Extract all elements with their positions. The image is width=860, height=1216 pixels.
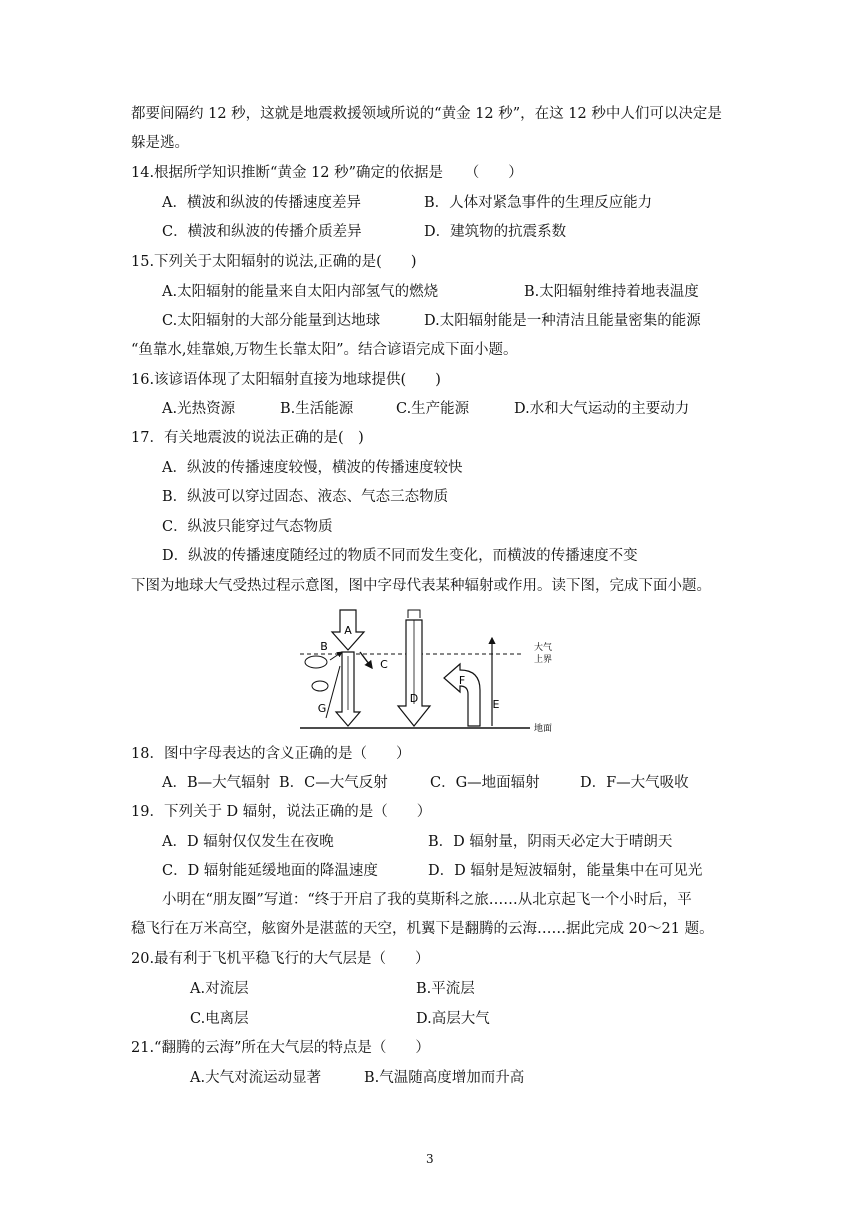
figure-intro: 下图为地球大气受热过程示意图，图中字母代表某种辐射或作用。读下图，完成下面小题。 xyxy=(131,578,711,594)
q17-option-b: B．纵波可以穿过固态、液态、气态三态物质 xyxy=(162,489,449,505)
label-d: D xyxy=(409,692,419,705)
q18-option-c: C．G—地面辐射 xyxy=(430,775,540,791)
q15-stem: 15.下列关于太阳辐射的说法,正确的是( ) xyxy=(131,254,417,270)
label-f: F xyxy=(458,674,466,687)
q19-option-c: C．D 辐射能延缓地面的降温速度 xyxy=(162,863,378,879)
cloud-g xyxy=(312,681,328,691)
q14-option-b: B．人体对紧急事件的生理反应能力 xyxy=(424,195,653,211)
q20-stem: 20.最有利于飞机平稳飞行的大气层是（ ） xyxy=(131,951,430,967)
q18-stem: 18．图中字母表达的含义正确的是（ ） xyxy=(131,746,411,762)
q15-option-b: B.太阳辐射维持着地表温度 xyxy=(524,284,699,300)
proverb-text: “鱼靠水,娃靠娘,万物生长靠太阳”。结合谚语完成下面小题。 xyxy=(131,342,518,358)
ground-label: 地面 xyxy=(534,724,553,734)
q15-option-c: C.太阳辐射的大部分能量到达地球 xyxy=(162,313,381,329)
arrow-g xyxy=(326,666,340,718)
q20-option-c: C.电离层 xyxy=(190,1011,249,1027)
q16-option-d: D.水和大气运动的主要动力 xyxy=(514,401,690,417)
q18-option-b: B．C—大气反射 xyxy=(279,775,388,791)
atmosphere-heating-diagram xyxy=(296,606,566,736)
q16-option-c: C.生产能源 xyxy=(396,401,470,417)
q17-stem: 17．有关地震波的说法正确的是( ) xyxy=(131,430,364,446)
q21-option-a: A.大气对流运动显著 xyxy=(190,1070,322,1086)
q20-option-a: A.对流层 xyxy=(190,981,249,997)
atmosphere-top-label-1: 大气 xyxy=(534,643,553,653)
label-c: C xyxy=(380,658,388,671)
q14-option-c: C．横波和纵波的传播介质差异 xyxy=(162,224,362,240)
q19-stem: 19．下列关于 D 辐射，说法正确的是（ ） xyxy=(131,804,432,820)
q14-stem: 14.根据所学知识推断“黄金 12 秒”确定的依据是 （ ） xyxy=(131,165,523,181)
q17-option-c: C．纵波只能穿过气态物质 xyxy=(162,519,333,535)
q20-option-d: D.高层大气 xyxy=(416,1011,490,1027)
q17-option-d: D．纵波的传播速度随经过的物质不同而发生变化，而横波的传播速度不变 xyxy=(162,548,638,564)
q17-option-a: A．纵波的传播速度较慢，横波的传播速度较快 xyxy=(162,460,463,476)
q16-option-a: A.光热资源 xyxy=(162,401,236,417)
intro-line-1: 都要间隔约 12 秒，这就是地震救援领域所说的“黄金 12 秒”，在这 12 秒中人们可以决定是 xyxy=(131,106,722,122)
passage-line-2: 稳飞行在万米高空，舷窗外是湛蓝的天空，机翼下是翻腾的云海……据此完成 20～21 题。 xyxy=(131,921,714,937)
q14-option-d: D．建筑物的抗震系数 xyxy=(424,224,567,240)
q19-option-b: B．D 辐射量，阴雨天必定大于晴朗天 xyxy=(428,834,673,850)
page-number: 3 xyxy=(426,1152,434,1166)
q21-option-b: B.气温随高度增加而升高 xyxy=(364,1070,525,1086)
q18-option-a: A．B—大气辐射 xyxy=(162,775,271,791)
q21-stem: 21.“翻腾的云海”所在大气层的特点是（ ） xyxy=(131,1040,430,1056)
label-e: E xyxy=(492,698,500,711)
intro-line-2: 躲是逃。 xyxy=(131,135,189,151)
cloud-b xyxy=(305,656,327,668)
q15-option-d: D.太阳辐射能是一种清洁且能量密集的能源 xyxy=(424,313,701,329)
label-b: B xyxy=(320,640,328,653)
atmosphere-top-label-2: 上界 xyxy=(534,655,553,665)
q16-stem: 16.该谚语体现了太阳辐射直接为地球提供( ) xyxy=(131,372,441,388)
passage-line-1: 小明在“朋友圈”写道：“终于开启了我的莫斯科之旅……从北京起飞一个小时后，平 xyxy=(162,892,692,908)
q14-option-a: A．横波和纵波的传播速度差异 xyxy=(162,195,361,211)
q16-option-b: B.生活能源 xyxy=(280,401,354,417)
label-a: A xyxy=(344,624,352,637)
q19-option-d: D．D 辐射是短波辐射，能量集中在可见光 xyxy=(428,863,703,879)
q19-option-a: A．D 辐射仅仅发生在夜晚 xyxy=(162,834,334,850)
label-g: G xyxy=(317,702,327,715)
q18-option-d: D．F—大气吸收 xyxy=(580,775,689,791)
q15-option-a: A.太阳辐射的能量来自太阳内部氢气的燃烧 xyxy=(162,284,439,300)
q20-option-b: B.平流层 xyxy=(416,981,475,997)
